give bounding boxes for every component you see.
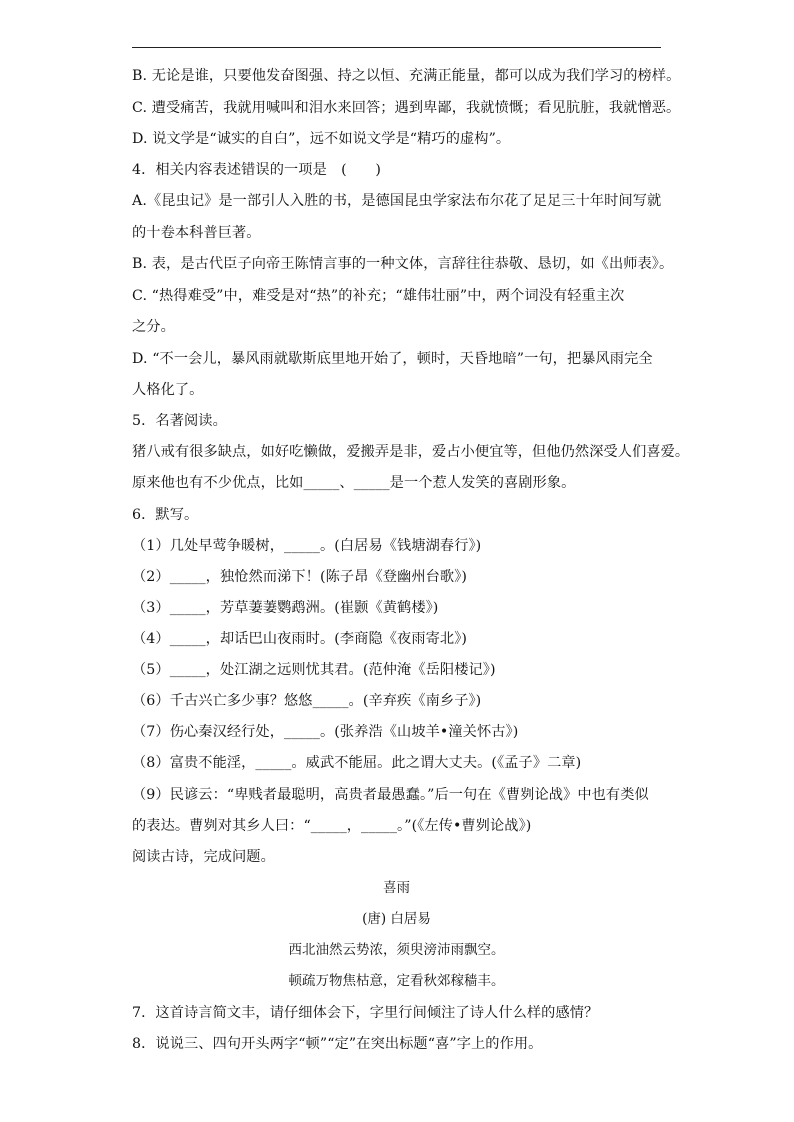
text-line: （9）民谚云：“卑贱者最聪明，高贵者最愚蠢。”后一句在《曹刿论战》中也有类似 bbox=[132, 787, 649, 803]
question-7: 7．这首诗言简文丰，请仔细体会下，字里行间倾注了诗人什么样的感情？ bbox=[132, 1005, 599, 1021]
text-line: 原来他也有不少优点，比如_____、_____是一个惹人发笑的喜剧形象。 bbox=[132, 475, 576, 491]
poem-author: (唐) 白居易 bbox=[362, 911, 431, 927]
text-line: C. “热得难受”中，难受是对“热”的补充；“雄伟壮丽”中，两个词没有轻重主次 bbox=[132, 288, 625, 304]
text-line: D. “不一会儿，暴风雨就歇斯底里地开始了，顿时，天昏地暗”一句，把暴风雨完全 bbox=[132, 351, 653, 367]
poem-line-2: 顿疏万物焦枯意，定看秋郊稼穑丰。 bbox=[288, 973, 505, 989]
text-line: B. 无论是谁，只要他发奋图强、持之以恒、充满正能量，都可以成为我们学习的榜样。 bbox=[132, 68, 681, 84]
text-line: D. 说文学是“诚实的自白”，远不如说文学是“精巧的虚构”。 bbox=[132, 131, 511, 147]
text-line: 猪八戒有很多缺点，如好吃懒做，爱搬弄是非，爱占小便宜等，但他仍然深受人们喜爱。 bbox=[132, 444, 690, 460]
text-line: （5）_____，处江湖之远则忧其君。(范仲淹《岳阳楼记》) bbox=[132, 662, 496, 678]
text-line: 6．默写。 bbox=[132, 507, 199, 523]
text-line: B. 表，是古代臣子向帝王陈情言事的一种文体，言辞往往恭敬、恳切，如《出师表》。 bbox=[132, 256, 674, 272]
text-line: （4）_____，却话巴山夜雨时。(李商隐《夜雨寄北》) bbox=[132, 631, 468, 647]
text-line: 人格化了。 bbox=[132, 382, 204, 398]
poem-title: 喜雨 bbox=[383, 880, 410, 896]
text-line: （3）_____，芳草萋萋鹦鹉洲。(崔颢《黄鹤楼》) bbox=[132, 600, 439, 616]
text-line: C. 遭受痛苦，我就用喊叫和泪水来回答；遇到卑鄙，我就愤慨；看见肮脏，我就憎恶。 bbox=[132, 100, 681, 116]
question-8: 8．说说三、四句开头两字“顿”“定”在突出标题“喜”字上的作用。 bbox=[132, 1036, 543, 1052]
text-line: 4．相关内容表述错误的一项是 ( ) bbox=[132, 162, 381, 178]
text-line: 之分。 bbox=[132, 319, 175, 335]
text-line: 5．名著阅读。 bbox=[132, 413, 227, 429]
header-rule bbox=[132, 47, 661, 48]
text-line: （1）几处早莺争暖树，_____。(白居易《钱塘湖春行》) bbox=[132, 538, 482, 554]
text-line: （8）富贵不能淫，_____。威武不能屈。此之谓大丈夫。(《孟子》二章) bbox=[132, 755, 582, 771]
text-line: （7）伤心秦汉经行处，_____。(张养浩《山坡羊•潼关怀古》) bbox=[132, 724, 519, 740]
text-line: 的表达。曹刿对其乡人曰：“_____，_____。”(《左传•曹刿论战》) bbox=[132, 818, 532, 834]
text-line: （6）千古兴亡多少事？悠悠_____。(辛弃疾《南乡子》) bbox=[132, 693, 482, 709]
text-line: （2）_____，独怆然而涕下！(陈子昂《登幽州台歌》) bbox=[132, 569, 468, 585]
text-line: 的十卷本科普巨著。 bbox=[132, 225, 261, 241]
poem-line-1: 西北油然云势浓，须臾滂沛雨飘空。 bbox=[288, 942, 505, 958]
text-line: 阅读古诗，完成问题。 bbox=[132, 849, 275, 865]
text-line: A.《昆虫记》是一部引人入胜的书，是德国昆虫学家法布尔花了足足三十年时间写就 bbox=[132, 193, 662, 209]
